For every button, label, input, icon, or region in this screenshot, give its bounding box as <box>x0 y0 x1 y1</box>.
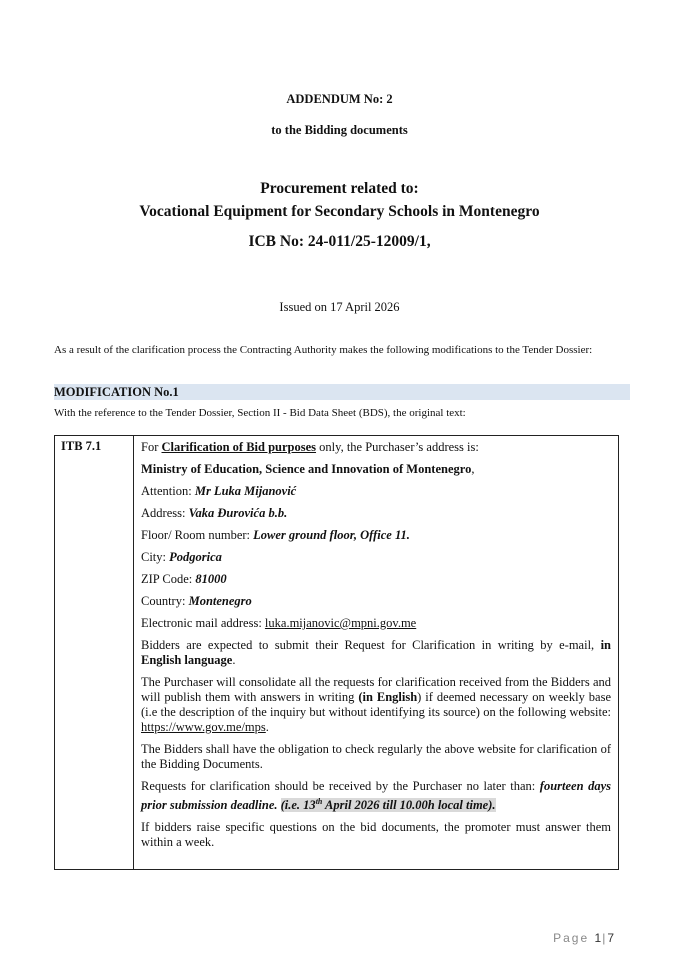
intro-paragraph: As a result of the clarification process the Contracting Authority makes the following modifications to the Tender Dossier: <box>54 344 593 356</box>
address-line <box>141 506 611 521</box>
bidders-text: Bidders are expected to submit their Request for Clarification in writing by e-mail, <box>141 638 601 652</box>
procurement-label: Procurement related to: <box>260 180 419 197</box>
purpose-line <box>141 440 611 455</box>
purpose-post: only, the Purchaser’s address is: <box>316 440 479 454</box>
procurement-title: Vocational Equipment for Secondary Schools in Montenegro <box>139 203 540 220</box>
attention-line <box>141 484 611 499</box>
issued-date: Issued on 17 April 2026 <box>279 300 400 314</box>
page-footer <box>553 931 615 945</box>
floor-label: Floor/ Room number: <box>141 528 254 542</box>
email-link[interactable]: luka.mijanovic@mpni.gov.me <box>264 616 417 630</box>
consolidate-bold: (in English <box>358 690 418 704</box>
questions-paragraph: If bidders raise specific questions on the bid documents, the promoter must answer them within a week. <box>141 820 611 850</box>
floor-value: Lower ground floor, Office 11. <box>253 528 410 542</box>
itb-table <box>54 435 619 870</box>
consolidate-text-2: ) if deemed necessary on weekly base (i.e the description of the inquiry but without identifying its source) on the following website: <box>141 690 612 719</box>
itb-body <box>134 436 619 870</box>
country-value: Montenegro <box>188 594 252 608</box>
bidders-paragraph <box>141 638 611 668</box>
email-line <box>141 616 611 631</box>
bidders-bold: in English language <box>141 638 611 667</box>
country-label: Country: <box>141 594 189 608</box>
address-label: Address: <box>141 506 189 520</box>
modification-reference: With the reference to the Tender Dossier, Section II - Bid Data Sheet (BDS), the original text: <box>54 407 466 419</box>
requests-text: Requests for clarification should be received by the Purchaser no later than: <box>141 779 540 793</box>
modification-title: MODIFICATION No.1 <box>54 385 179 399</box>
requests-highlight <box>281 798 496 812</box>
ministry-line <box>141 462 611 477</box>
addendum-subtitle: to the Bidding documents <box>271 123 408 137</box>
city-line <box>141 550 611 565</box>
requests-date-post: April 2026 till 10.00h local time). <box>322 798 496 813</box>
obligation-paragraph: The Bidders shall have the obligation to check regularly the above website for clarification of the Bidding Documents. <box>141 742 611 771</box>
purpose-underlined: Clarification of Bid purposes <box>161 440 317 454</box>
page-separator: | <box>602 931 608 945</box>
attention-label: Attention: <box>141 484 195 498</box>
itb-key: ITB 7.1 <box>55 436 134 870</box>
requests-paragraph <box>141 779 611 813</box>
country-line <box>141 594 611 609</box>
city-label: City: <box>141 550 170 564</box>
floor-line <box>141 528 611 543</box>
addendum-title: ADDENDUM No: 2 <box>286 92 393 106</box>
ministry-comma: , <box>471 462 475 476</box>
ministry-name: Ministry of Education, Science and Innovation of Montenegro <box>141 462 472 476</box>
page-number: 1 <box>594 931 603 945</box>
purpose-pre: For <box>141 440 162 454</box>
attention-value: Mr Luka Mijanović <box>194 484 297 498</box>
page-label: Page <box>553 931 590 945</box>
requests-deadline: fourteen days prior submission deadline. <box>141 779 611 813</box>
table-row <box>55 436 619 870</box>
city-value: Podgorica <box>169 550 222 564</box>
address-value: Vaka Đurovića b.b. <box>188 506 288 520</box>
zip-label: ZIP Code: <box>141 572 196 586</box>
zip-value: 81000 <box>195 572 227 586</box>
bidders-period: . <box>232 653 236 667</box>
icb-number: ICB No: 24-011/25-12009/1, <box>248 233 431 250</box>
consolidate-period: . <box>265 720 269 734</box>
consolidate-paragraph <box>141 675 611 735</box>
requests-date-sup: th <box>315 797 323 806</box>
consolidate-text-1: The Purchaser will consolidate all the requests for clarification received from the Bidders and will publish them with answers in writing <box>141 675 611 704</box>
email-label: Electronic mail address: <box>141 616 265 630</box>
zip-line <box>141 572 611 587</box>
page-total: 7 <box>607 931 615 945</box>
website-link[interactable]: https://www.gov.me/mps <box>141 720 266 734</box>
requests-date-pre: (i.e. 13 <box>280 798 316 813</box>
